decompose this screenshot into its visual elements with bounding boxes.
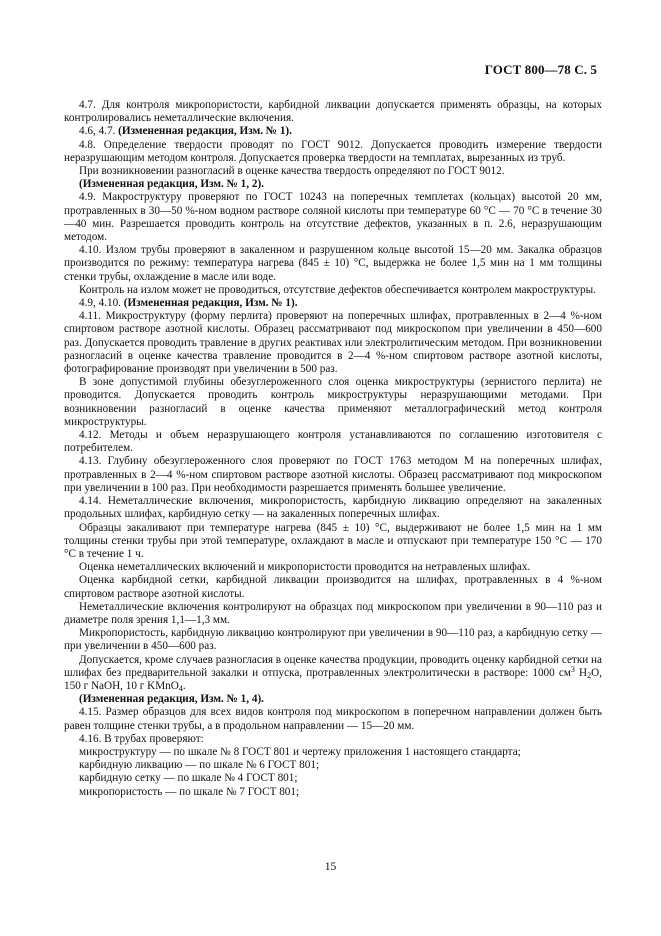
amendment-note <box>64 178 602 191</box>
amendment-text: (Измененная редакция, Изм. № 1, 4). <box>79 693 264 706</box>
page-number: 15 <box>324 861 337 873</box>
formula-sub: 4 <box>178 683 183 693</box>
list-item: микропористость — по шкале № 7 ГОСТ 801; <box>79 785 300 798</box>
paragraph-text: Оценка карбидной сетки, карбидной ликвации производится на шлифах, протравленных в 4 %-ном спиртовом растворе азотной кислоты. <box>64 574 602 600</box>
page-header: ГОСТ 800—78 С. 5 <box>484 62 597 77</box>
list-item: карбидную сетку — по шкале № 4 ГОСТ 801; <box>79 772 298 785</box>
list-item: микроструктуру — по шкале № 8 ГОСТ 801 и чертежу приложения 1 настоящего стандарта; <box>79 745 521 758</box>
paragraph-text: Неметаллические включения контролируют на образцах под микроскопом при увеличении в 90—110 раз и диаметре поля зрения 1,1—1,3 мм. <box>64 600 602 626</box>
formula-sup: 3 <box>570 664 575 674</box>
paragraph-formula <box>64 654 602 694</box>
paragraph-text: При возникновении разногласий в оценке качества твердость определяют по ГОСТ 9012. <box>79 165 505 178</box>
paragraph-text: Микропористость, карбидную ликвацию контролируют при увеличении в 90—110 раз, а карбидную сетку — при увеличении в 450—600 раз. <box>64 627 602 653</box>
paragraph-4-15: 4.15. Размер образцов для всех видов контроля под микроскопом в поперечном направлении должен быть равен толщине стенки трубы, а в продольном направлении — 15—20 мм. <box>64 706 602 732</box>
formula-text: O, 150 г NaOH, 10 г KMnO <box>64 666 602 692</box>
paragraph-4-13: 4.13. Глубину обезуглероженного слоя проверяют по ГОСТ 1763 методом М на поперечных шлифах, протравленных в 2—4 %-ном спиртовом растворе азотной кислоты. Образец рассматривают под микроскопом при увеличении в 100 раз. При необходимости разрешается применять большее увеличение. <box>64 455 602 494</box>
amendment-ref: 4.6, 4.7. <box>79 125 116 138</box>
amendment-text: (Измененная редакция, Изм. № 1). <box>118 125 292 138</box>
amendment-text: (Измененная редакция, Изм. № 1, 2). <box>79 178 264 191</box>
paragraph-text: Контроль на излом может не проводиться, отсутствие дефектов обеспечивается контролем макроструктуры. <box>79 283 596 296</box>
amendment-note <box>64 693 602 706</box>
paragraph-4-7: 4.7. Для контроля микропористости, карбидной ликвации допускается применять образцы, на которых контролировались неметаллические включения. <box>64 99 602 125</box>
amendment-note <box>64 297 602 310</box>
formula-text: . <box>182 679 186 692</box>
paragraph-4-16: 4.16. В трубах проверяют: <box>79 732 204 745</box>
amendment-note <box>64 125 602 138</box>
paragraph-4-12: 4.12. Методы и объем неразрушающего контроля устанавливаются по соглашению изготовителя с потребителем. <box>64 429 602 455</box>
paragraph-4-11: 4.11. Микроструктуру (форму перлита) проверяют на поперечных шлифах, протравленных в 2—4 %-ном спиртовом растворе азотной кислоты. Образец рассматривают под микроскопом при увеличении в 450—600 раз. Допускается проводить травление в других реактивах или электролитическим методом. При возникновении разногласий в оценке качества травление проводится в 2—4 %-ном спиртовом растворе азотной кислоты, фотографирование производят при увеличении в 500 раз. <box>64 310 602 376</box>
paragraph-4-10: 4.10. Излом трубы проверяют в закаленном и разрушенном кольце высотой 15—20 мм. Закалка образцов производится по режиму: температура нагрева (845 ± 10) °С, выдержка не более 1,5 мин на 1 мм толщины стенки трубы, охлаждение в масле или воде. <box>64 244 602 283</box>
paragraph-4-14: 4.14. Неметаллические включения, микропористость, карбидную ликвацию определяют на закаленных продольных шлифах, карбидную сетку — на закаленных поперечных шлифах. <box>64 495 602 521</box>
formula-text: H <box>574 666 588 679</box>
amendment-ref: 4.9, 4.10. <box>79 297 121 310</box>
paragraph-text: Оценка неметаллических включений и микропористости проводится на нетравленых шлифах. <box>79 561 531 574</box>
paragraph-4-9: 4.9. Макроструктуру проверяют по ГОСТ 10243 на поперечных темплетах (кольцах) высотой 20 мм, протравленных в 30—50 %-ном водном растворе соляной кислоты при температуре 60 °С — 70 °С в течение 30—40 мин. Разрешается проводить контроль на отсутствие дефектов, указанных в п. 2.6, неразрушающим методом. <box>64 191 602 244</box>
formula-text: Допускается, кроме случаев разногласия в оценке качества продукции, проводить оценку карбидной сетки на шлифах без предварительной закалки и отпуска, протравленных электролитически в растворе: 1000 см <box>64 653 602 679</box>
formula-sub: 2 <box>587 670 592 680</box>
paragraph-text: Образцы закаливают при температуре нагрева (845 ± 10) °С, выдерживают не более 1,5 мин на 1 мм толщины стенки трубы при этой температуре, охлаждают в масле и отпускают при температуре 150 °С — 170 °С в течение 1 ч. <box>64 521 602 560</box>
paragraph-text: В зоне допустимой глубины обезуглероженного слоя оценка микроструктуры (зернистого перлита) не проводится. Допускается проводить контроль микроструктуры неразрушающими методами. При возникновении разногласий в оценке качества применяют металлографический метод контроля микроструктуры. <box>64 376 602 428</box>
paragraph-4-8: 4.8. Определение твердости проводят по ГОСТ 9012. Допускается проводить измерение твердости неразрушающим методом контроля. Допускается проверка твердости на темплатах, вырезанных из труб. <box>64 138 602 164</box>
amendment-text: (Измененная редакция, Изм. № 1). <box>123 297 298 310</box>
document-body <box>64 99 602 799</box>
list-item: карбидную ликвацию — по шкале № 6 ГОСТ 801; <box>79 759 320 772</box>
